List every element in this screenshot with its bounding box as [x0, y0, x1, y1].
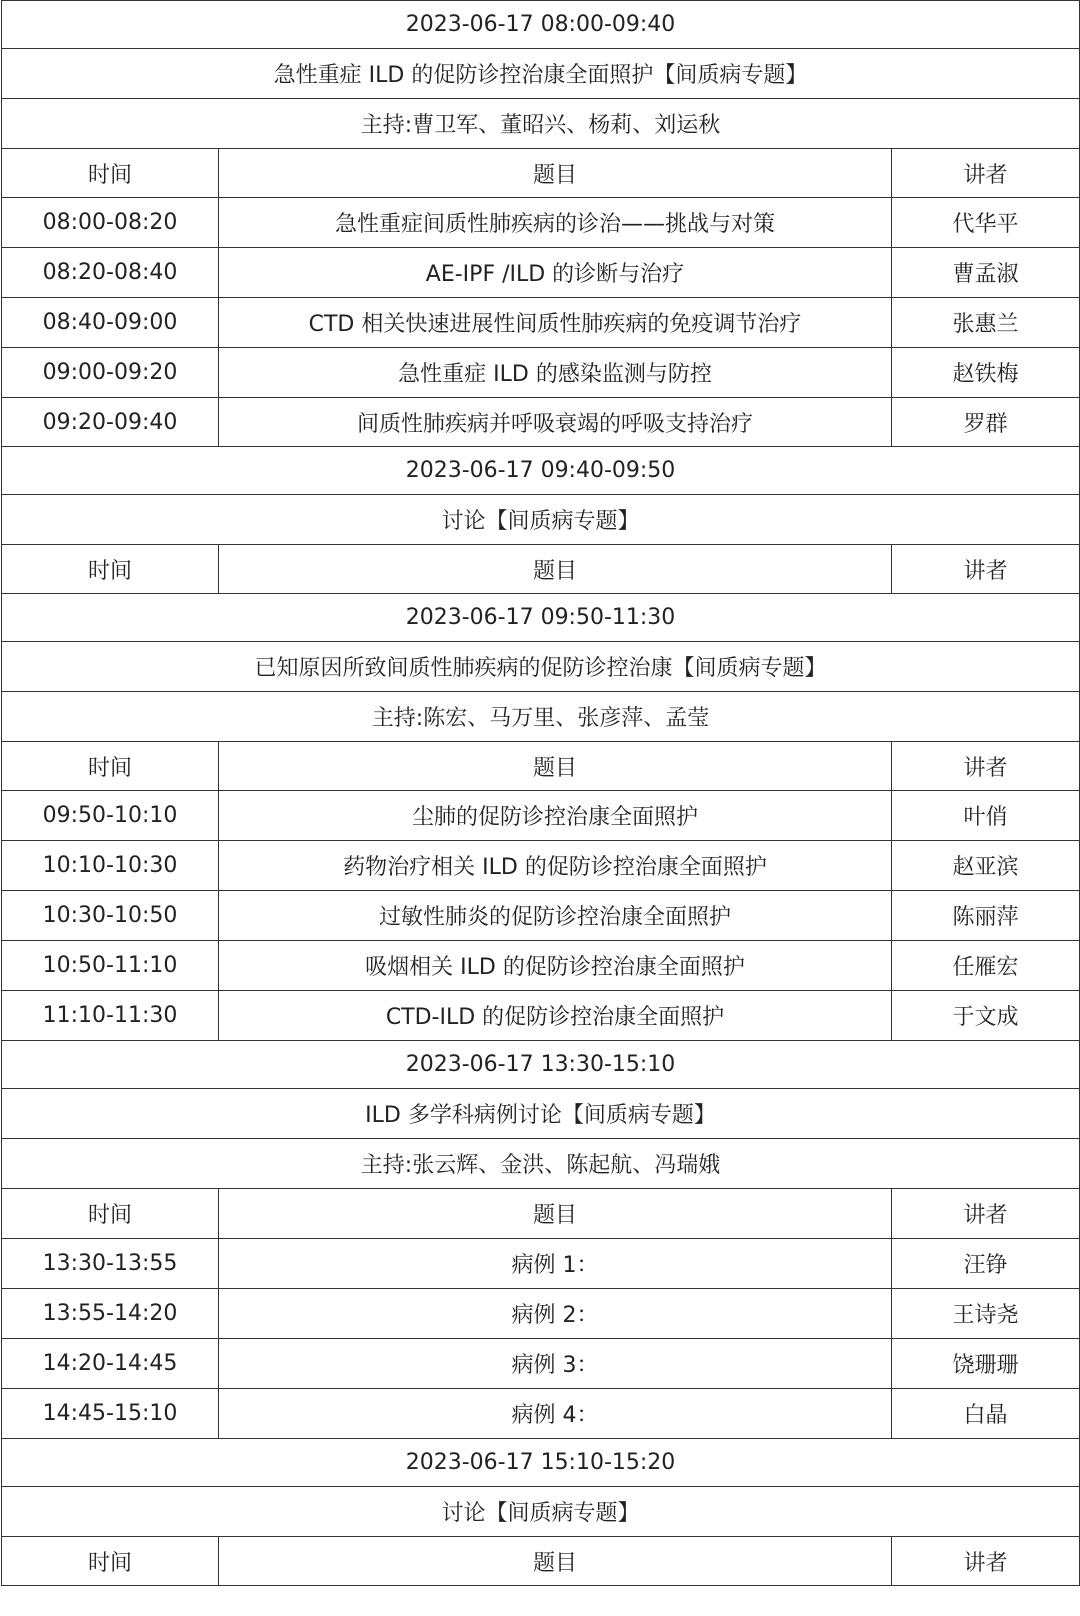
- table-row: [2, 991, 1080, 1041]
- header-speaker: 讲者: [892, 545, 1080, 594]
- column-header-row: [2, 149, 1080, 198]
- table-row: [2, 248, 1080, 298]
- session-title: 急性重症 ILD 的促防诊控治康全面照护【间质病专题】: [2, 49, 1080, 99]
- header-topic: 题目: [219, 545, 892, 594]
- table-row: [2, 348, 1080, 398]
- column-header-row: [2, 1537, 1080, 1586]
- row-time: 08:00-08:20: [2, 198, 219, 248]
- discussion-title: 讨论【间质病专题】: [2, 1487, 1080, 1537]
- row-time: 09:20-09:40: [2, 398, 219, 447]
- row-speaker: 王诗尧: [892, 1289, 1080, 1339]
- header-topic: 题目: [219, 149, 892, 198]
- table-row: [2, 1339, 1080, 1389]
- table-row: [2, 398, 1080, 447]
- schedule-table: [1, 0, 1080, 1586]
- table-row: [2, 1389, 1080, 1439]
- session-datetime: 2023-06-17 08:00-09:40: [2, 1, 1080, 49]
- header-topic: 题目: [219, 742, 892, 791]
- header-time: 时间: [2, 742, 219, 791]
- session-datetime-row: [2, 594, 1080, 642]
- header-speaker: 讲者: [892, 149, 1080, 198]
- session-datetime-row: [2, 447, 1080, 495]
- session-title-row: [2, 1487, 1080, 1537]
- row-time: 13:30-13:55: [2, 1239, 219, 1289]
- row-topic: 药物治疗相关 ILD 的促防诊控治康全面照护: [219, 841, 892, 891]
- session-title: 已知原因所致间质性肺疾病的促防诊控治康【间质病专题】: [2, 642, 1080, 692]
- header-time: 时间: [2, 1189, 219, 1239]
- session-datetime-row: [2, 1439, 1080, 1487]
- row-speaker: 陈丽萍: [892, 891, 1080, 941]
- row-speaker: 赵铁梅: [892, 348, 1080, 398]
- table-row: [2, 1239, 1080, 1289]
- header-topic: 题目: [219, 1537, 892, 1586]
- row-time: 11:10-11:30: [2, 991, 219, 1041]
- row-topic: CTD 相关快速进展性间质性肺疾病的免疫调节治疗: [219, 298, 892, 348]
- table-row: [2, 298, 1080, 348]
- table-row: [2, 791, 1080, 841]
- row-topic: 病例 2：: [219, 1289, 892, 1339]
- session-hosts: 主持:曹卫军、董昭兴、杨莉、刘运秋: [2, 99, 1080, 149]
- row-topic: 间质性肺疾病并呼吸衰竭的呼吸支持治疗: [219, 398, 892, 447]
- row-topic: 病例 3：: [219, 1339, 892, 1389]
- session-title-row: [2, 495, 1080, 545]
- row-topic: AE-IPF /ILD 的诊断与治疗: [219, 248, 892, 298]
- row-speaker: 代华平: [892, 198, 1080, 248]
- row-topic: CTD-ILD 的促防诊控治康全面照护: [219, 991, 892, 1041]
- header-speaker: 讲者: [892, 1189, 1080, 1239]
- row-speaker: 张惠兰: [892, 298, 1080, 348]
- session-title: ILD 多学科病例讨论【间质病专题】: [2, 1089, 1080, 1139]
- row-time: 08:40-09:00: [2, 298, 219, 348]
- row-time: 10:10-10:30: [2, 841, 219, 891]
- row-time: 14:45-15:10: [2, 1389, 219, 1439]
- row-speaker: 叶俏: [892, 791, 1080, 841]
- row-speaker: 赵亚滨: [892, 841, 1080, 891]
- row-speaker: 白晶: [892, 1389, 1080, 1439]
- session-hosts: 主持:陈宏、马万里、张彦萍、孟莹: [2, 692, 1080, 742]
- column-header-row: [2, 545, 1080, 594]
- row-time: 10:30-10:50: [2, 891, 219, 941]
- row-topic: 急性重症间质性肺疾病的诊治——挑战与对策: [219, 198, 892, 248]
- session-datetime-row: [2, 1041, 1080, 1089]
- discussion-datetime: 2023-06-17 09:40-09:50: [2, 447, 1080, 495]
- column-header-row: [2, 742, 1080, 791]
- row-topic: 吸烟相关 ILD 的促防诊控治康全面照护: [219, 941, 892, 991]
- row-speaker: 曹孟淑: [892, 248, 1080, 298]
- table-row: [2, 1289, 1080, 1339]
- row-topic: 病例 4：: [219, 1389, 892, 1439]
- discussion-title: 讨论【间质病专题】: [2, 495, 1080, 545]
- header-speaker: 讲者: [892, 1537, 1080, 1586]
- row-speaker: 罗群: [892, 398, 1080, 447]
- session-title-row: [2, 1089, 1080, 1139]
- session-datetime: 2023-06-17 09:50-11:30: [2, 594, 1080, 642]
- table-row: [2, 891, 1080, 941]
- table-row: [2, 841, 1080, 891]
- table-row: [2, 941, 1080, 991]
- row-topic: 过敏性肺炎的促防诊控治康全面照护: [219, 891, 892, 941]
- header-speaker: 讲者: [892, 742, 1080, 791]
- session-datetime: 2023-06-17 13:30-15:10: [2, 1041, 1080, 1089]
- row-speaker: 任雁宏: [892, 941, 1080, 991]
- row-speaker: 于文成: [892, 991, 1080, 1041]
- session-hosts-row: [2, 1139, 1080, 1189]
- header-time: 时间: [2, 149, 219, 198]
- session-hosts-row: [2, 692, 1080, 742]
- row-topic: 急性重症 ILD 的感染监测与防控: [219, 348, 892, 398]
- row-topic: 尘肺的促防诊控治康全面照护: [219, 791, 892, 841]
- row-speaker: 汪铮: [892, 1239, 1080, 1289]
- session-hosts-row: [2, 99, 1080, 149]
- column-header-row: [2, 1189, 1080, 1239]
- session-title-row: [2, 642, 1080, 692]
- session-title-row: [2, 49, 1080, 99]
- row-time: 08:20-08:40: [2, 248, 219, 298]
- row-time: 10:50-11:10: [2, 941, 219, 991]
- row-time: 13:55-14:20: [2, 1289, 219, 1339]
- row-time: 09:50-10:10: [2, 791, 219, 841]
- table-row: [2, 198, 1080, 248]
- row-topic: 病例 1：: [219, 1239, 892, 1289]
- row-time: 09:00-09:20: [2, 348, 219, 398]
- row-time: 14:20-14:45: [2, 1339, 219, 1389]
- session-datetime-row: [2, 1, 1080, 49]
- session-hosts: 主持:张云辉、金洪、陈起航、冯瑞娥: [2, 1139, 1080, 1189]
- row-speaker: 饶珊珊: [892, 1339, 1080, 1389]
- header-time: 时间: [2, 1537, 219, 1586]
- header-topic: 题目: [219, 1189, 892, 1239]
- header-time: 时间: [2, 545, 219, 594]
- discussion-datetime: 2023-06-17 15:10-15:20: [2, 1439, 1080, 1487]
